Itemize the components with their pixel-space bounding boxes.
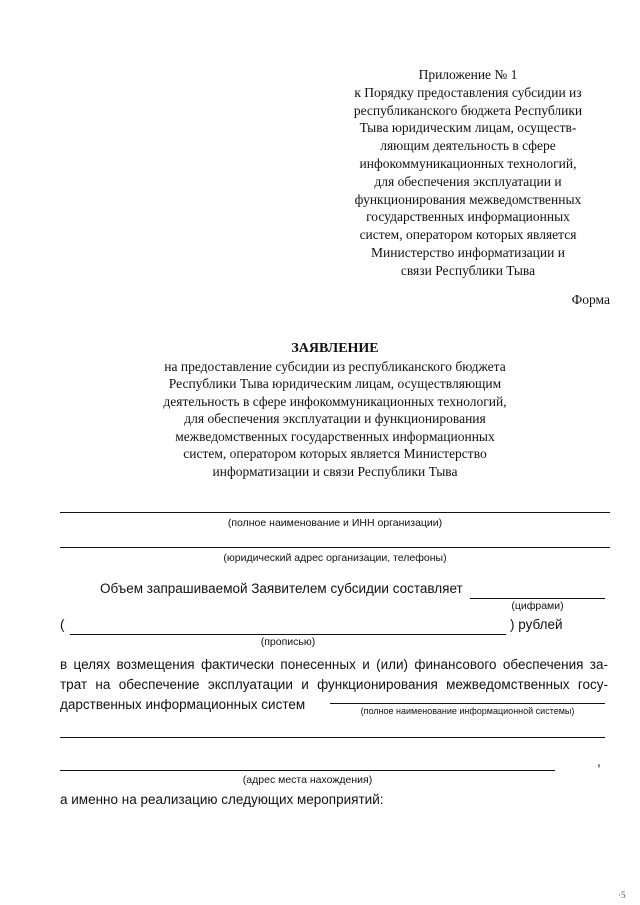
org-name-field[interactable] (60, 512, 610, 513)
subsidy-amount-label: Объем запрашиваемой Заявителем субсидии составляет (100, 581, 463, 596)
form-label: Форма (571, 292, 610, 307)
digits-caption: (цифрами) (511, 600, 564, 612)
org-address-field[interactable] (60, 547, 610, 548)
statement-line: систем, оператором которых является Министерство (183, 446, 487, 461)
statement-title: ЗАЯВЛЕНИЕ (291, 341, 379, 356)
statement-line: на предоставление субсидии из республиканского бюджета (164, 358, 506, 374)
appendix-line: к Порядку предоставления субсидии из (354, 84, 582, 100)
appendix-line: для обеспечения эксплуатации и (374, 173, 562, 189)
appendix-line: ляющим деятельность в сфере (380, 138, 556, 154)
statement-heading (100, 340, 570, 480)
purpose-line: трат на обеспечение эксплуатации и функционирования межведомственных госу- (60, 677, 608, 692)
appendix-line: функционирования межведомственных (354, 191, 582, 207)
system-name-caption: (полное наименование информационной системы) (360, 706, 575, 716)
activities-label: а именно на реализацию следующих мероприятий: (60, 792, 384, 807)
purpose-line: в целях возмещения фактически понесенных и (или) финансового обеспечения за- (60, 657, 608, 672)
words-caption: (прописью) (260, 636, 316, 648)
appendix-line: связи Республики Тыва (400, 262, 536, 278)
location-caption: (адрес места нахождения) (242, 774, 373, 786)
appendix-line: государственных информационных (366, 209, 570, 225)
statement-line: информатизации и связи Республики Тыва (212, 463, 458, 479)
statement-line: межведомственных государственных информационных (175, 428, 495, 444)
open-paren: ( (60, 617, 65, 632)
appendix-line: инфокоммуникационных технологий, (359, 155, 577, 171)
location-comma: , (597, 754, 601, 769)
statement-line: Республики Тыва юридическим лицам, осуществляющим (168, 376, 502, 391)
org-address-caption: (юридический адрес организации, телефоны) (223, 552, 447, 564)
appendix-header (318, 66, 618, 280)
system-name-continuation-field[interactable] (60, 737, 605, 738)
rubles-label: ) рублей (510, 617, 563, 632)
appendix-line: систем, оператором которых является (359, 227, 577, 243)
appendix-line: Приложение № 1 (418, 67, 518, 82)
appendix-line: Министерство информатизации и (371, 244, 565, 260)
system-name-field[interactable] (330, 703, 605, 704)
page-mark: ·5 (618, 890, 626, 900)
statement-line: деятельность в сфере инфокоммуникационных технологий, (163, 393, 507, 409)
subsidy-words-field[interactable] (70, 634, 506, 635)
purpose-line: дарственных информационных систем (60, 697, 306, 712)
location-field[interactable] (60, 770, 555, 771)
subsidy-digits-field[interactable] (470, 598, 605, 599)
appendix-line: Тыва юридическим лицам, осуществ- (359, 120, 577, 136)
org-name-caption: (полное наименование и ИНН организации) (227, 517, 443, 529)
statement-line: для обеспечения эксплуатации и функционирования (184, 411, 486, 426)
appendix-line: республиканского бюджета Республики (353, 102, 583, 118)
